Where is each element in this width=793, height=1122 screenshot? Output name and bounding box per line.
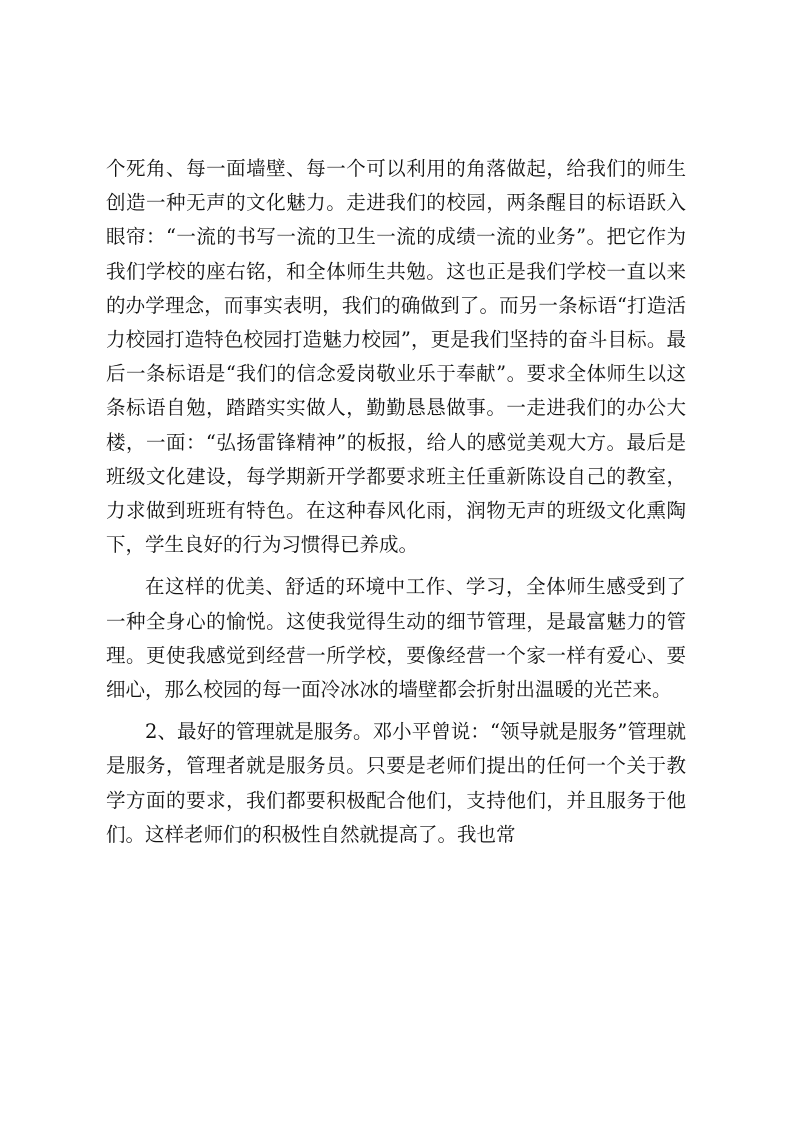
document-page: [106, 152, 686, 860]
paragraph-1: 个死角、每一面墙壁、每一个可以利用的角落做起，给我们的师生创造一种无声的文化魅力。走进我们的校园，两条醒目的标语跃入眼帘：“一流的书写一流的卫生一流的成绩一流的业务”。把它作为我们学校的座右铭，和全体师生共勉。这也正是我们学校一直以来的办学理念，而事实表明，我们的确做到了。而另一条标语“打造活力校园打造特色校园打造魅力校园”，更是我们坚持的奋斗目标。最后一条标语是“我们的信念爱岗敬业乐于奉献”。要求全体师生以这条标语自勉，踏踏实实做人，勤勤恳恳做事。一走进我们的办公大楼，一面：“弘扬雷锋精神”的板报，给人的感觉美观大方。最后是班级文化建设，每学期新开学都要求班主任重新陈设自己的教室，力求做到班班有特色。在这种春风化雨，润物无声的班级文化熏陶下，学生良好的行为习惯得已养成。: [106, 157, 686, 557]
paragraph-2: 在这样的优美、舒适的环境中工作、学习，全体师生感受到了一种全身心的愉悦。这使我觉得生动的细节管理，是最富魅力的管理。更使我感觉到经营一所学校，要像经营一个家一样有爱心、要细心，那么校园的每一面冷冰冰的墙壁都会折射出温暖的光芒来。: [106, 575, 686, 702]
paragraph-3: 2、最好的管理就是服务。邓小平曾说：“领导就是服务”管理就是服务，管理者就是服务员。只要是老师们提出的任何一个关于教学方面的要求，我们都要积极配合他们，支持他们，并且服务于他们。这样老师们的积极性自然就提高了。我也常: [106, 720, 686, 846]
